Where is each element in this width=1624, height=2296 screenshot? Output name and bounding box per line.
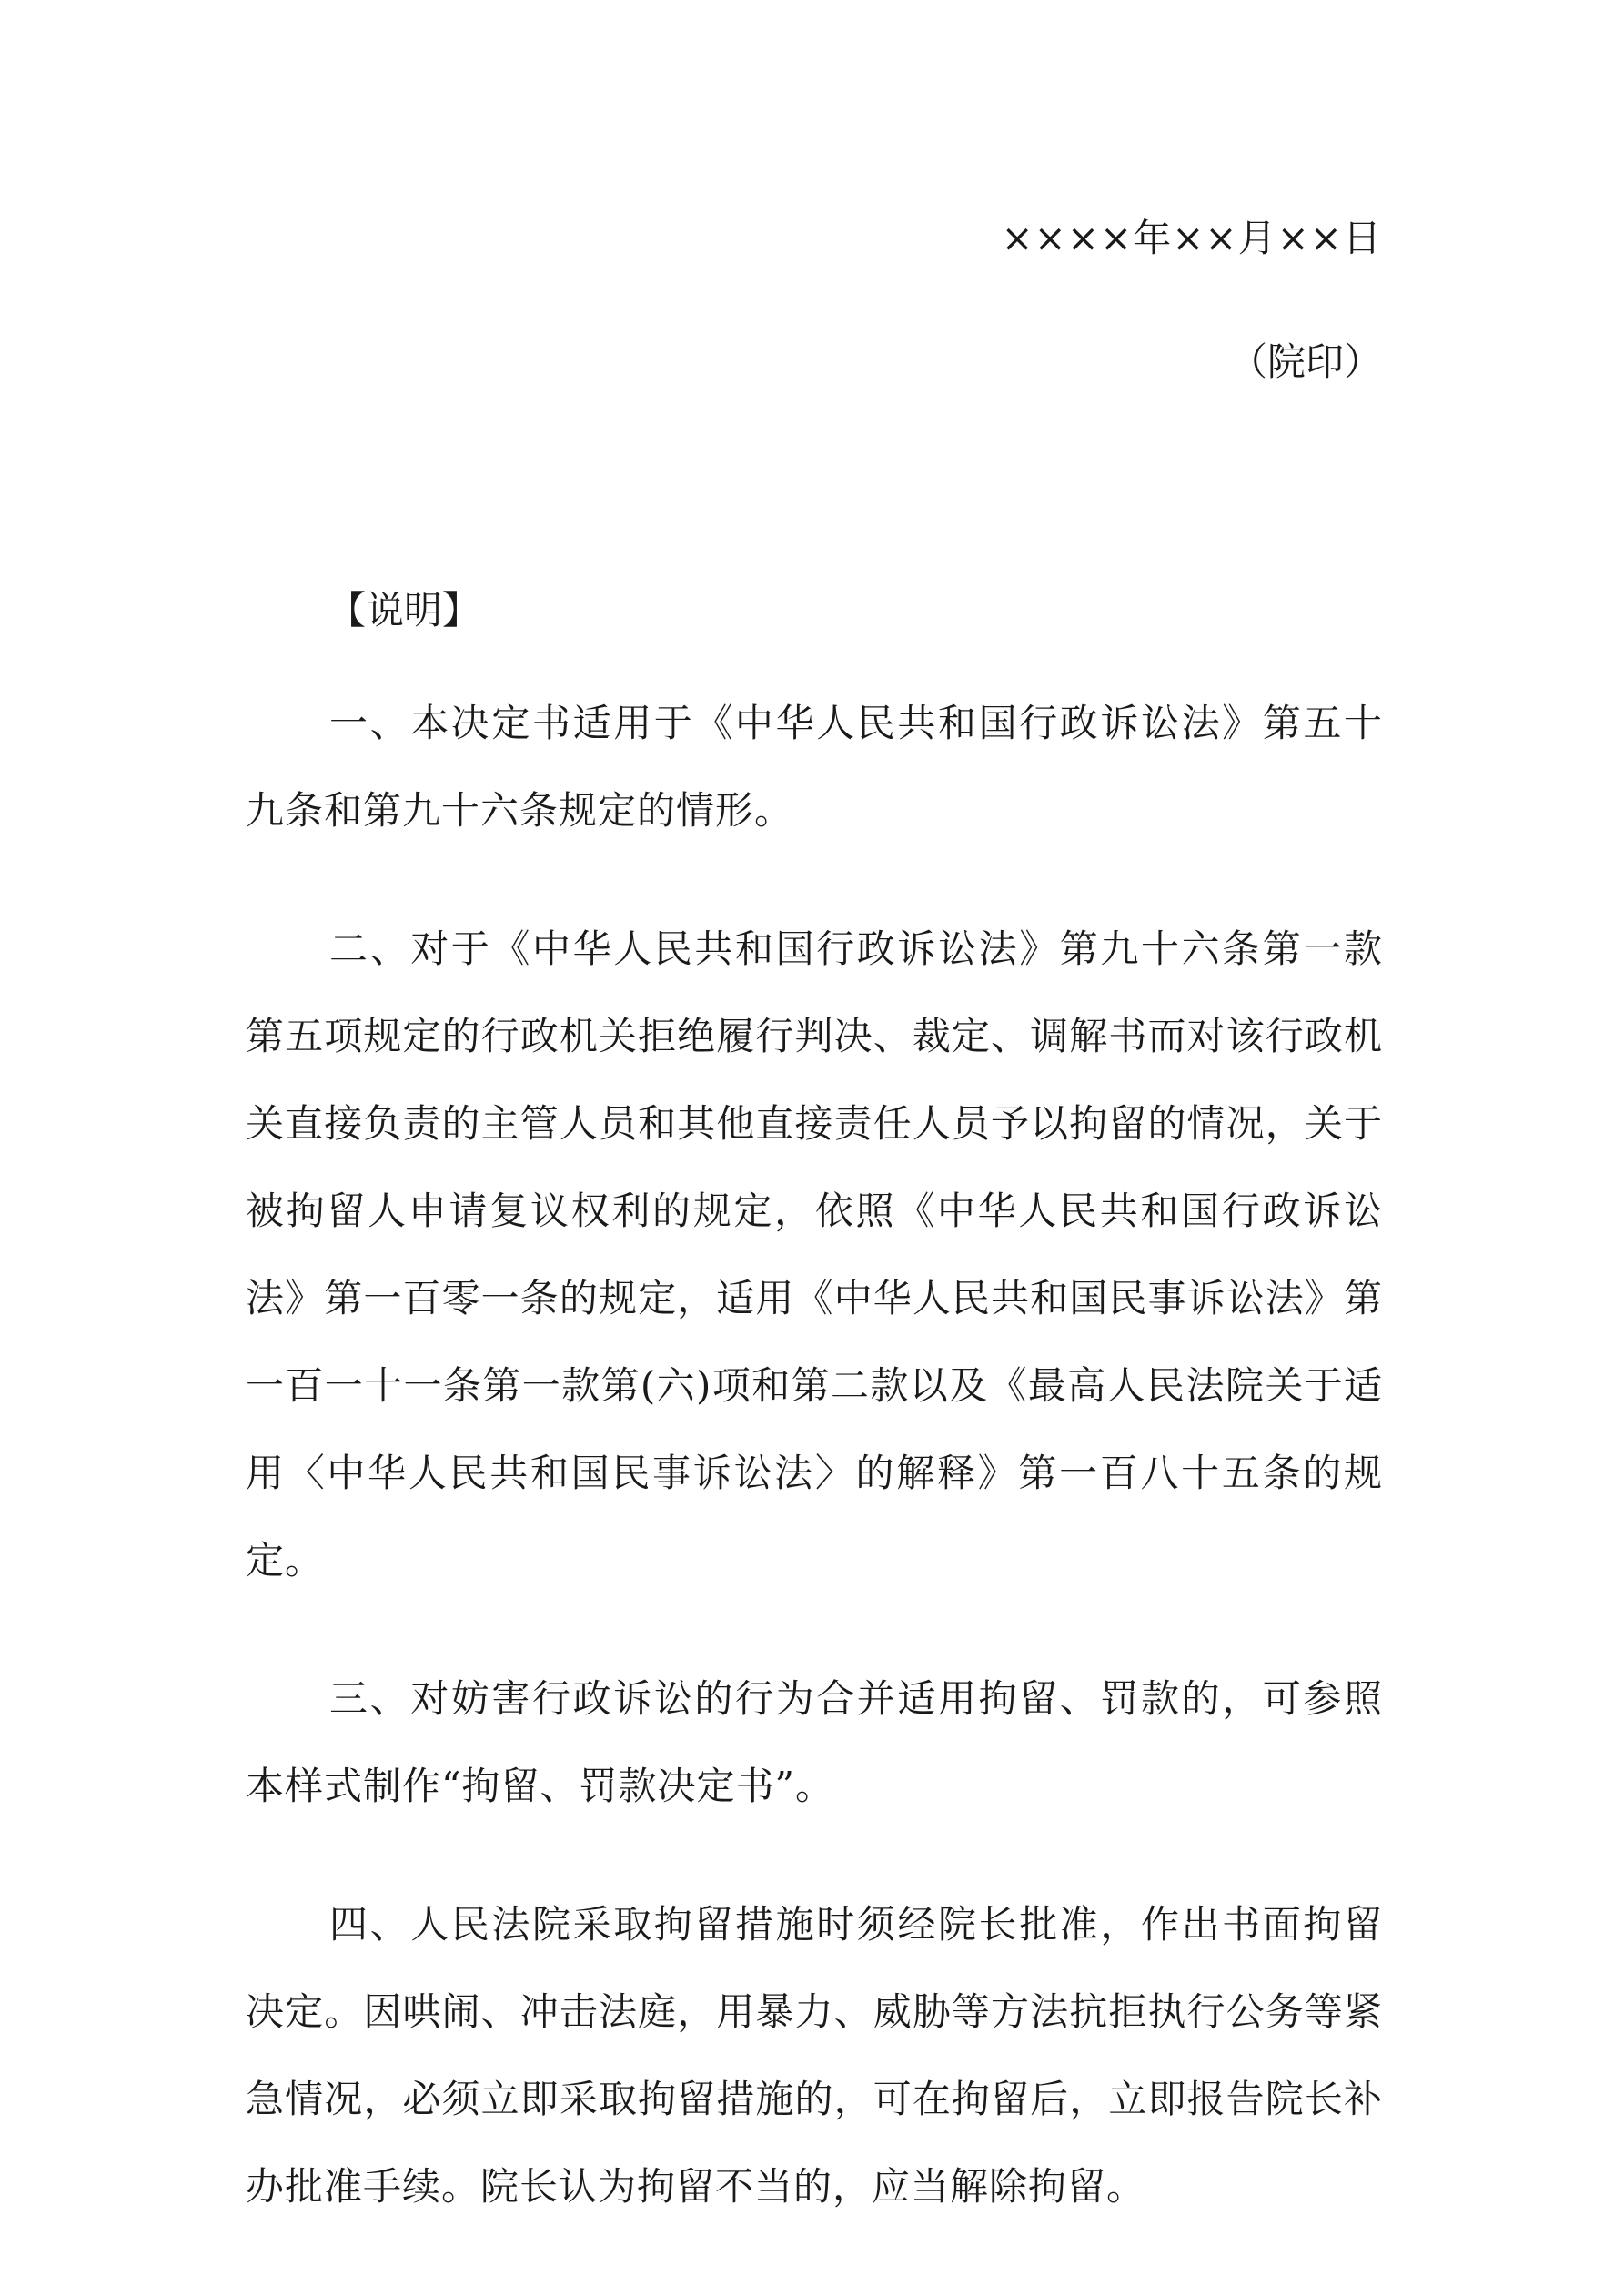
note-item-2: 二、对于《中华人民共和国行政诉讼法》第九十六条第一款第五项规定的行政机关拒绝履行判决、裁定、调解书而对该行政机关直接负责的主管人员和其他直接责任人员予以拘留的情况，关于被拘留人申请复议权利的规定，依照《中华人民共和国行政诉讼法》第一百零一条的规定，适用《中华人民共和国民事诉讼法》第一百一十一条第一款第(六)项和第二款以及《最高人民法院关于适用〈中华人民共和国民事诉讼法〉的解释》第一百八十五条的规定。 (246, 926, 1383, 1583)
note-item-4: 四、人民法院采取拘留措施时须经院长批准，作出书面拘留决定。因哄闹、冲击法庭，用暴力、威胁等方法抗拒执行公务等紧急情况，必须立即采取拘留措施的，可在拘留后，立即报告院长补办批准手续。院长认为拘留不当的，应当解除拘留。 (246, 1902, 1383, 2209)
signature-date: ××××年××月××日 (1001, 216, 1382, 260)
notes-section (246, 578, 1383, 2230)
note-item-1: 一、本决定书适用于《中华人民共和国行政诉讼法》第五十九条和第九十六条规定的情形。 (246, 701, 1383, 833)
note-item-3: 三、对妨害行政诉讼的行为合并适用拘留、罚款的，可参照本样式制作“拘留、罚款决定书”。 (246, 1676, 1383, 1808)
court-seal-note: （院印） (1228, 339, 1382, 384)
notes-heading: 【说明】 (328, 588, 481, 632)
